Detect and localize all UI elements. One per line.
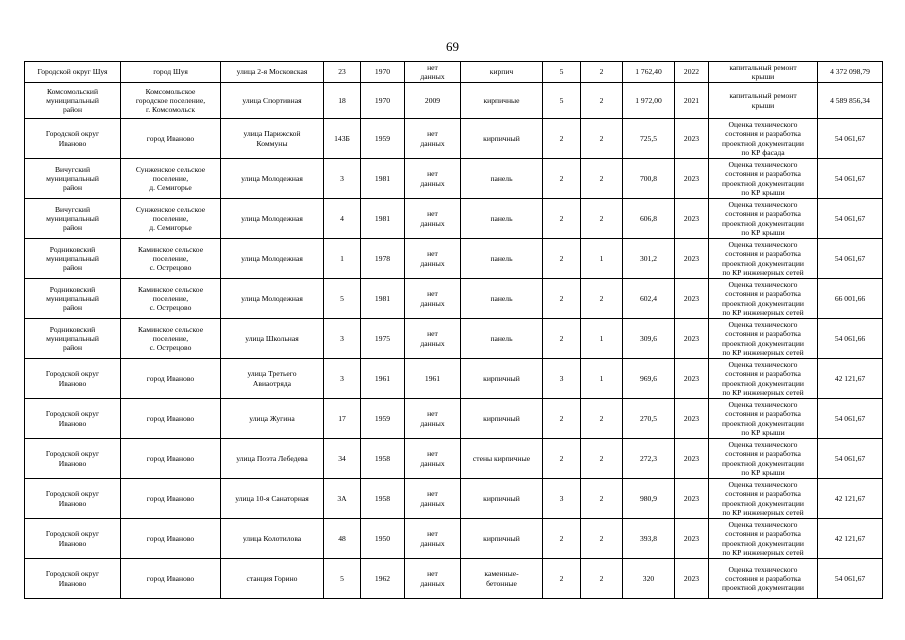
cell-area: 309,6 — [623, 319, 675, 359]
cell-year-renovated: нет данных — [405, 399, 461, 439]
cell-settlement: город Иваново — [121, 359, 221, 399]
cell-settlement: город Иваново — [121, 439, 221, 479]
cell-settlement: город Иваново — [121, 479, 221, 519]
cell-wall-material: кирпичный — [461, 479, 543, 519]
cell-entrances: 2 — [581, 119, 623, 159]
cell-planned-year: 2023 — [675, 199, 709, 239]
table-row — [25, 399, 883, 439]
cell-year-built: 1981 — [361, 199, 405, 239]
cell-work-type: Оценка технического состояния и разработка проектной документации по КР инженерных сетей — [709, 319, 818, 359]
cell-entrances: 2 — [581, 399, 623, 439]
cell-area: 725,5 — [623, 119, 675, 159]
cell-house-number: 18 — [324, 83, 361, 119]
cell-cost: 54 061,67 — [818, 439, 883, 479]
cell-planned-year: 2023 — [675, 519, 709, 559]
cell-wall-material: панель — [461, 279, 543, 319]
cell-work-type: Оценка технического состояния и разработка проектной документации по КР крыши — [709, 199, 818, 239]
cell-floors: 2 — [543, 399, 581, 439]
cell-street: улица Молодежная — [221, 239, 324, 279]
cell-year-renovated: 1961 — [405, 359, 461, 399]
cell-year-renovated: нет данных — [405, 199, 461, 239]
cell-year-renovated: нет данных — [405, 239, 461, 279]
cell-cost: 42 121,67 — [818, 359, 883, 399]
cell-settlement: Каминское сельское поселение, с. Острецово — [121, 319, 221, 359]
cell-planned-year: 2023 — [675, 239, 709, 279]
cell-planned-year: 2023 — [675, 159, 709, 199]
cell-year-built: 1981 — [361, 279, 405, 319]
cell-house-number: 143Б — [324, 119, 361, 159]
cell-wall-material: панель — [461, 199, 543, 239]
table-row — [25, 83, 883, 119]
cell-cost: 54 061,67 — [818, 239, 883, 279]
cell-year-renovated: 2009 — [405, 83, 461, 119]
cell-year-built: 1962 — [361, 559, 405, 599]
cell-municipality: Родниковский муниципальный район — [25, 319, 121, 359]
cell-cost: 42 121,67 — [818, 479, 883, 519]
cell-area: 602,4 — [623, 279, 675, 319]
page-number: 69 — [446, 39, 459, 54]
cell-house-number: 3 — [324, 159, 361, 199]
cell-floors: 5 — [543, 83, 581, 119]
cell-area: 980,9 — [623, 479, 675, 519]
cell-entrances: 2 — [581, 159, 623, 199]
cell-area: 393,8 — [623, 519, 675, 559]
cell-municipality: Вичугский муниципальный район — [25, 159, 121, 199]
cell-work-type: Оценка технического состояния и разработка проектной документации по КР крыши — [709, 159, 818, 199]
cell-year-renovated: нет данных — [405, 439, 461, 479]
cell-year-renovated: нет данных — [405, 559, 461, 599]
cell-year-renovated: нет данных — [405, 119, 461, 159]
cell-entrances: 1 — [581, 239, 623, 279]
cell-street: улица Молодежная — [221, 159, 324, 199]
cell-street: улица Парижской Коммуны — [221, 119, 324, 159]
cell-municipality: Комсомольский муниципальный район — [25, 83, 121, 119]
cell-house-number: 1 — [324, 239, 361, 279]
cell-year-built: 1978 — [361, 239, 405, 279]
cell-floors: 2 — [543, 119, 581, 159]
cell-settlement: город Иваново — [121, 519, 221, 559]
cell-cost: 54 061,67 — [818, 559, 883, 599]
cell-settlement: Сунженское сельское поселение, д. Семигорье — [121, 199, 221, 239]
cell-floors: 2 — [543, 319, 581, 359]
cell-house-number: 4 — [324, 199, 361, 239]
cell-street: улица Школьная — [221, 319, 324, 359]
cell-planned-year: 2022 — [675, 62, 709, 83]
cell-street: улица Спортивная — [221, 83, 324, 119]
cell-year-renovated: нет данных — [405, 319, 461, 359]
cell-entrances: 2 — [581, 519, 623, 559]
cell-wall-material: панель — [461, 239, 543, 279]
cell-municipality: Городской округ Иваново — [25, 359, 121, 399]
cell-floors: 2 — [543, 439, 581, 479]
cell-area: 700,8 — [623, 159, 675, 199]
cell-year-built: 1975 — [361, 319, 405, 359]
cell-house-number: 17 — [324, 399, 361, 439]
cell-floors: 2 — [543, 199, 581, 239]
cell-entrances: 2 — [581, 559, 623, 599]
cell-year-renovated: нет данных — [405, 62, 461, 83]
cell-planned-year: 2023 — [675, 319, 709, 359]
table-row — [25, 439, 883, 479]
cell-wall-material: кирпичный — [461, 119, 543, 159]
cell-municipality: Родниковский муниципальный район — [25, 279, 121, 319]
cell-entrances: 2 — [581, 62, 623, 83]
cell-entrances: 2 — [581, 83, 623, 119]
cell-cost: 54 061,67 — [818, 159, 883, 199]
cell-year-built: 1959 — [361, 399, 405, 439]
cell-cost: 54 061,67 — [818, 119, 883, 159]
cell-entrances: 2 — [581, 279, 623, 319]
cell-street: улица Колотилова — [221, 519, 324, 559]
cell-year-built: 1970 — [361, 62, 405, 83]
cell-year-built: 1958 — [361, 479, 405, 519]
cell-cost: 4 372 098,79 — [818, 62, 883, 83]
cell-street: улица Третьего Авиаотряда — [221, 359, 324, 399]
cell-area: 320 — [623, 559, 675, 599]
cell-year-built: 1959 — [361, 119, 405, 159]
cell-year-renovated: нет данных — [405, 479, 461, 519]
cell-year-renovated: нет данных — [405, 279, 461, 319]
cell-street: улица Молодежная — [221, 199, 324, 239]
cell-work-type: Оценка технического состояния и разработка проектной документации по КР крыши — [709, 399, 818, 439]
cell-settlement: город Иваново — [121, 399, 221, 439]
housing-repair-table — [24, 61, 883, 599]
cell-area: 969,6 — [623, 359, 675, 399]
cell-municipality: Городской округ Иваново — [25, 119, 121, 159]
cell-work-type: Оценка технического состояния и разработка проектной документации по КР инженерных сетей — [709, 359, 818, 399]
cell-cost: 4 589 856,34 — [818, 83, 883, 119]
cell-municipality: Городской округ Иваново — [25, 479, 121, 519]
cell-planned-year: 2023 — [675, 479, 709, 519]
cell-cost: 42 121,67 — [818, 519, 883, 559]
cell-municipality: Городской округ Шуя — [25, 62, 121, 83]
cell-area: 606,8 — [623, 199, 675, 239]
cell-floors: 3 — [543, 479, 581, 519]
cell-street: улица Молодежная — [221, 279, 324, 319]
cell-work-type: Оценка технического состояния и разработка проектной документации по КР фасада — [709, 119, 818, 159]
cell-planned-year: 2023 — [675, 119, 709, 159]
cell-wall-material: панель — [461, 319, 543, 359]
cell-planned-year: 2021 — [675, 83, 709, 119]
cell-street: улица Поэта Лебедева — [221, 439, 324, 479]
cell-house-number: 23 — [324, 62, 361, 83]
cell-planned-year: 2023 — [675, 559, 709, 599]
cell-wall-material: кирпичный — [461, 359, 543, 399]
cell-year-renovated: нет данных — [405, 159, 461, 199]
cell-wall-material: каменные- бетонные — [461, 559, 543, 599]
table-row — [25, 239, 883, 279]
cell-wall-material: кирпич — [461, 62, 543, 83]
cell-cost: 66 001,66 — [818, 279, 883, 319]
cell-floors: 5 — [543, 62, 581, 83]
table-row — [25, 119, 883, 159]
cell-street: станция Горино — [221, 559, 324, 599]
cell-settlement: Каминское сельское поселение, с. Острецово — [121, 279, 221, 319]
cell-entrances: 1 — [581, 359, 623, 399]
cell-area: 272,3 — [623, 439, 675, 479]
cell-wall-material: кирпичный — [461, 519, 543, 559]
cell-house-number: 3 — [324, 319, 361, 359]
cell-year-built: 1981 — [361, 159, 405, 199]
cell-planned-year: 2023 — [675, 359, 709, 399]
cell-work-type: Оценка технического состояния и разработка проектной документации по КР инженерных сетей — [709, 239, 818, 279]
cell-house-number: 34 — [324, 439, 361, 479]
cell-work-type: капитальный ремонт крыши — [709, 62, 818, 83]
cell-entrances: 2 — [581, 439, 623, 479]
cell-floors: 2 — [543, 559, 581, 599]
cell-wall-material: стены кирпичные — [461, 439, 543, 479]
cell-floors: 2 — [543, 159, 581, 199]
cell-year-built: 1958 — [361, 439, 405, 479]
table-row — [25, 199, 883, 239]
cell-cost: 54 061,66 — [818, 319, 883, 359]
cell-area: 1 762,40 — [623, 62, 675, 83]
cell-wall-material: кирпичные — [461, 83, 543, 119]
cell-area: 301,2 — [623, 239, 675, 279]
cell-municipality: Городской округ Иваново — [25, 439, 121, 479]
cell-wall-material: панель — [461, 159, 543, 199]
cell-work-type: Оценка технического состояния и разработка проектной документации по КР инженерных сетей — [709, 519, 818, 559]
cell-municipality: Городской округ Иваново — [25, 519, 121, 559]
table-row — [25, 319, 883, 359]
cell-settlement: город Иваново — [121, 559, 221, 599]
table-row — [25, 279, 883, 319]
cell-entrances: 2 — [581, 199, 623, 239]
cell-entrances: 1 — [581, 319, 623, 359]
table-row — [25, 519, 883, 559]
cell-house-number: 5 — [324, 279, 361, 319]
cell-municipality: Городской округ Иваново — [25, 559, 121, 599]
cell-work-type: Оценка технического состояния и разработка проектной документации по КР инженерных сетей — [709, 279, 818, 319]
cell-planned-year: 2023 — [675, 399, 709, 439]
table-row — [25, 159, 883, 199]
cell-year-built: 1961 — [361, 359, 405, 399]
cell-planned-year: 2023 — [675, 439, 709, 479]
cell-municipality: Городской округ Иваново — [25, 399, 121, 439]
cell-settlement: Каминское сельское поселение, с. Острецово — [121, 239, 221, 279]
cell-settlement: город Иваново — [121, 119, 221, 159]
cell-floors: 2 — [543, 279, 581, 319]
cell-settlement: Сунженское сельское поселение, д. Семигорье — [121, 159, 221, 199]
cell-street: улица 10-я Санаторная — [221, 479, 324, 519]
cell-year-built: 1970 — [361, 83, 405, 119]
cell-street: улица Жугина — [221, 399, 324, 439]
cell-settlement: город Шуя — [121, 62, 221, 83]
cell-cost: 54 061,67 — [818, 399, 883, 439]
cell-house-number: 3 — [324, 359, 361, 399]
cell-street: улица 2-я Московская — [221, 62, 324, 83]
cell-floors: 2 — [543, 519, 581, 559]
cell-house-number: 48 — [324, 519, 361, 559]
cell-work-type: Оценка технического состояния и разработка проектной документации — [709, 559, 818, 599]
cell-house-number: 5 — [324, 559, 361, 599]
cell-area: 1 972,00 — [623, 83, 675, 119]
cell-work-type: капитальный ремонт крыши — [709, 83, 818, 119]
cell-work-type: Оценка технического состояния и разработка проектной документации по КР крыши — [709, 439, 818, 479]
cell-floors: 2 — [543, 239, 581, 279]
cell-settlement: Комсомольское городское поселение, г. Комсомольск — [121, 83, 221, 119]
table-row — [25, 359, 883, 399]
cell-house-number: 3А — [324, 479, 361, 519]
cell-planned-year: 2023 — [675, 279, 709, 319]
cell-year-built: 1950 — [361, 519, 405, 559]
cell-year-renovated: нет данных — [405, 519, 461, 559]
cell-work-type: Оценка технического состояния и разработка проектной документации по КР инженерных сетей — [709, 479, 818, 519]
cell-area: 270,5 — [623, 399, 675, 439]
table-row — [25, 479, 883, 519]
table-row — [25, 559, 883, 599]
cell-entrances: 2 — [581, 479, 623, 519]
cell-wall-material: кирпичный — [461, 399, 543, 439]
cell-municipality: Родниковский муниципальный район — [25, 239, 121, 279]
table-row — [25, 62, 883, 83]
cell-floors: 3 — [543, 359, 581, 399]
cell-cost: 54 061,67 — [818, 199, 883, 239]
cell-municipality: Вичугский муниципальный район — [25, 199, 121, 239]
